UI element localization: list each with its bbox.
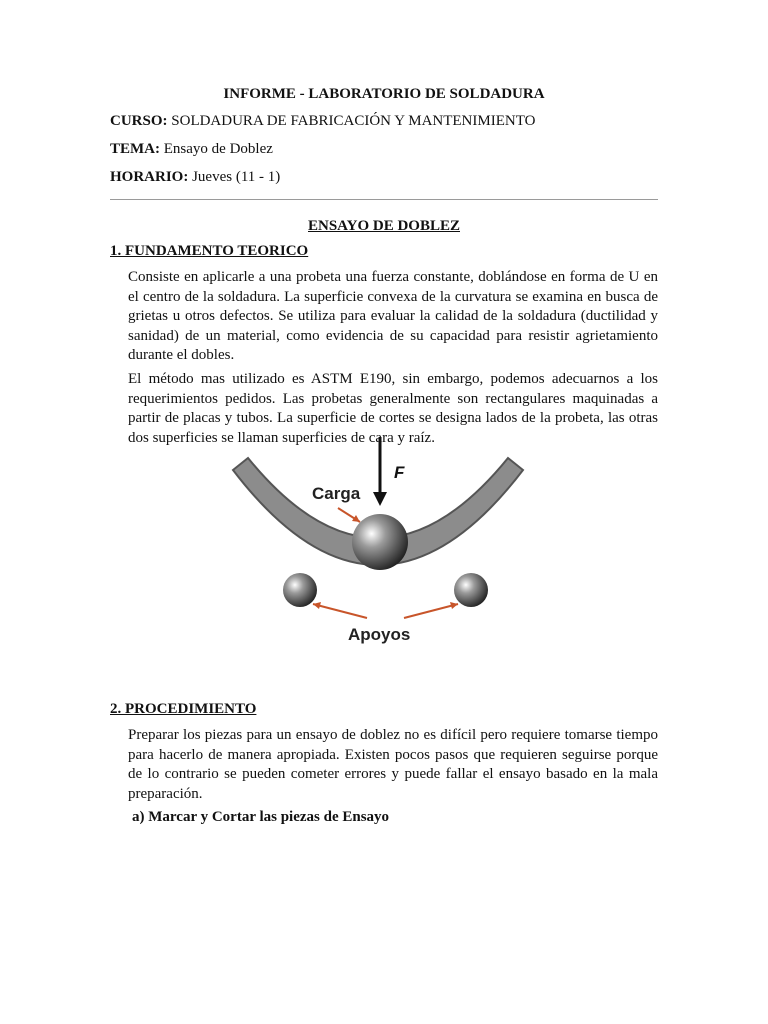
section1-heading: 1. FUNDAMENTO TEORICO <box>110 243 309 259</box>
section2-paragraph: Preparar los piezas para un ensayo de doblez no es difícil pero requiere tomarse tiempo para hacerlo de manera apropiada. Existen pocos pasos que requieren seguirse porque de lo contrario se pueden cometer errores y puede fallar el ensayo basado en la mala preparación. <box>128 727 658 802</box>
force-label: F <box>394 463 405 482</box>
horario-value: Jueves (11 - 1) <box>192 169 281 185</box>
bend-test-figure <box>228 430 528 652</box>
bend-test-diagram <box>228 430 528 652</box>
horario-line <box>110 169 280 186</box>
load-label: Carga <box>312 484 361 503</box>
header-divider <box>110 199 658 200</box>
tema-value: Ensayo de Doblez <box>163 141 273 157</box>
section1-paragraph-2: El método mas utilizado es ASTM E190, sin embargo, podemos adecuarnos a los requerimientos pedidos. Las probetas generalmente son rectangulares maquinadas a partir de placas y tubos. La superficie de cortes se designa lados de la probeta, las otras dos superficies se llaman superficies de cara y raíz. <box>128 371 658 446</box>
force-arrow-head <box>373 492 387 506</box>
horario-label: HORARIO: <box>110 169 189 185</box>
support-right <box>454 573 488 607</box>
tema-label: TEMA: <box>110 141 160 157</box>
load-roller <box>352 514 408 570</box>
support-pointer-left <box>313 604 367 618</box>
curso-value: SOLDADURA DE FABRICACIÓN Y MANTENIMIENTO <box>171 113 536 129</box>
support-left <box>283 573 317 607</box>
curso-label: CURSO: <box>110 113 168 129</box>
section-title: ENSAYO DE DOBLEZ <box>308 218 460 234</box>
curso-line <box>110 113 535 130</box>
supports-label: Apoyos <box>348 625 411 644</box>
report-title: INFORME - LABORATORIO DE SOLDADURA <box>223 86 545 102</box>
section2-heading: 2. PROCEDIMIENTO <box>110 701 257 717</box>
section1-paragraph-1: Consiste en aplicarle a una probeta una fuerza constante, doblándose en forma de U en el centro de la soldadura. La superficie convexa de la curvatura se examina en busca de grietas u otros defectos. Se utiliza para evaluar la calidad de la soldadura (ductilidad y sanidad) de un material, como evidencia de su capacidad para resistir agrietamiento durante el dobles. <box>128 269 658 363</box>
section2-subitem-a: a) Marcar y Cortar las piezas de Ensayo <box>132 809 390 825</box>
tema-line <box>110 141 273 158</box>
support-pointer-right <box>404 604 458 618</box>
